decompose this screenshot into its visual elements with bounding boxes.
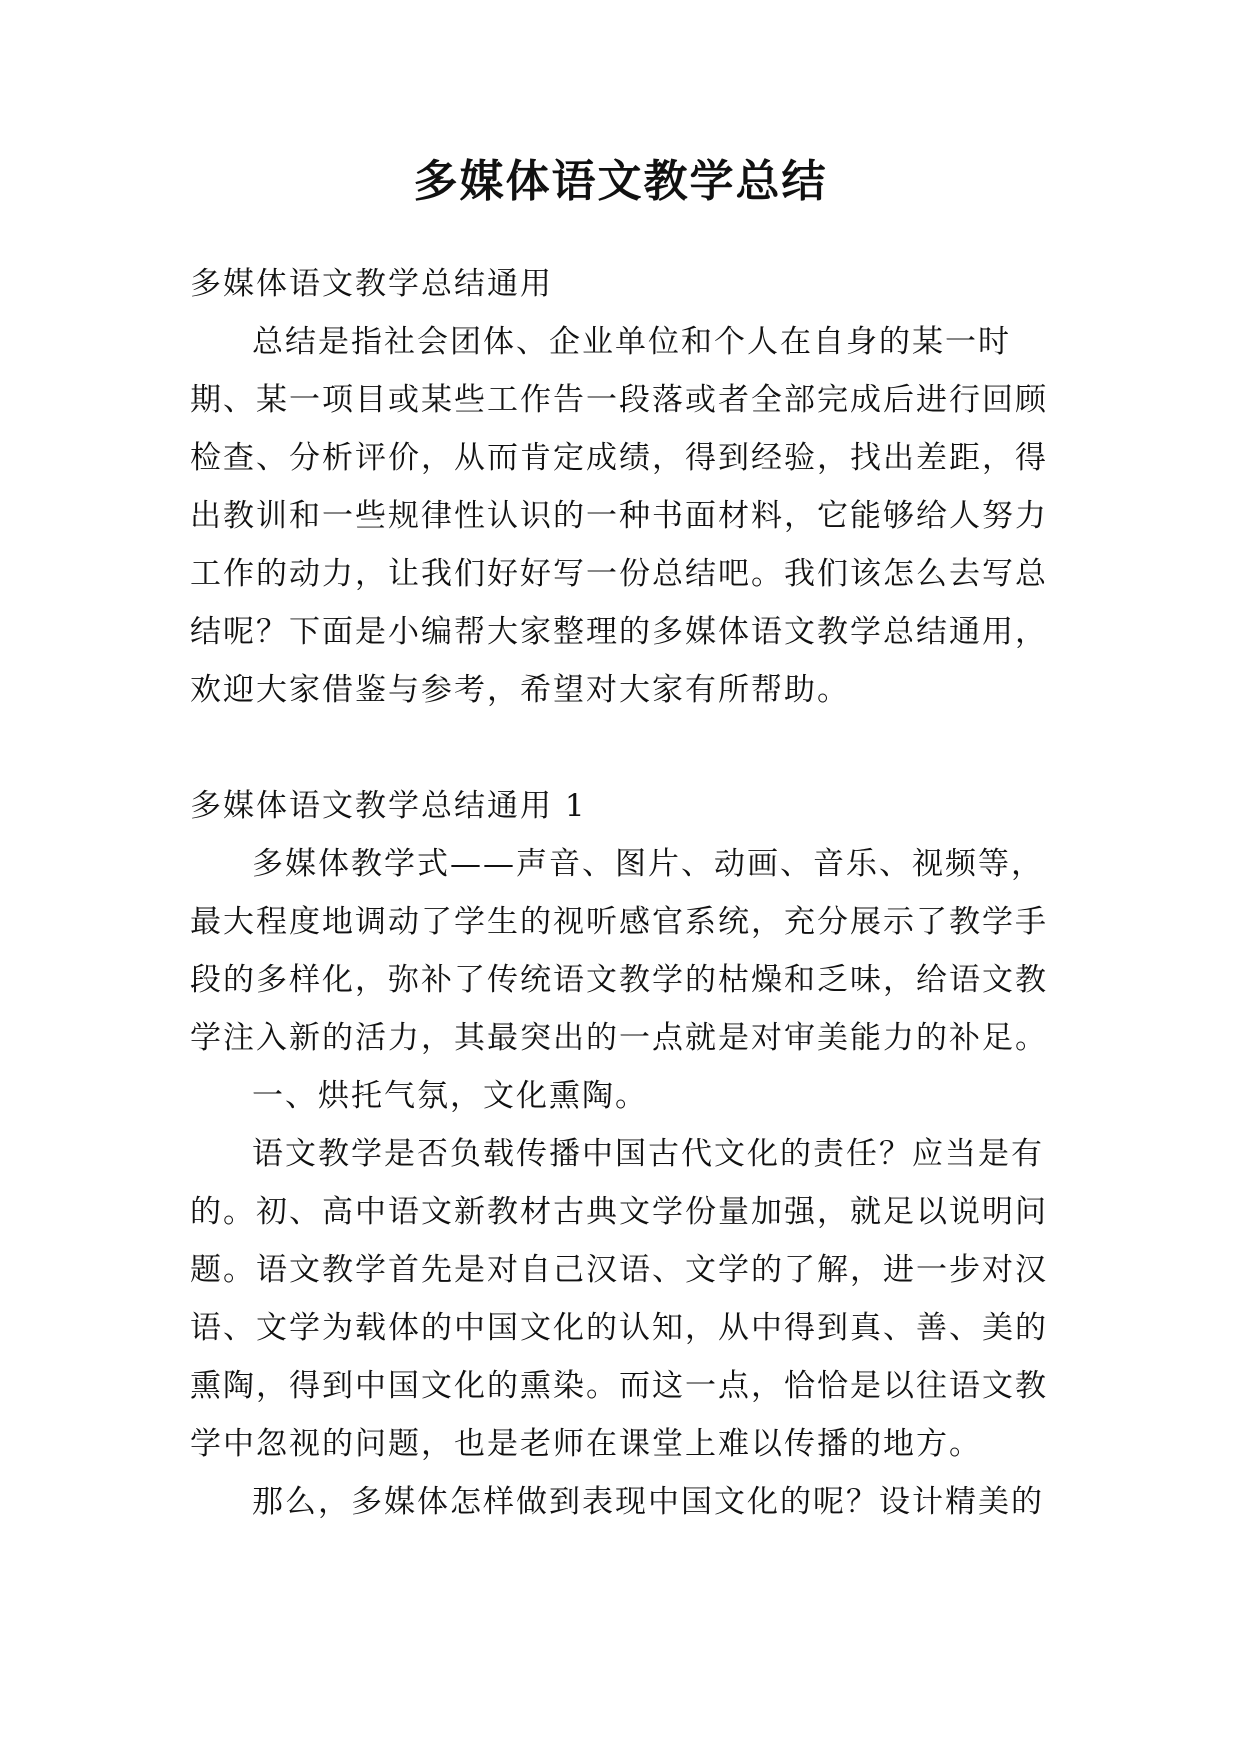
body-paragraph-3: 那么，多媒体怎样做到表现中国文化的呢？设计精美的 [252, 1484, 1044, 1520]
body-paragraph-1: 多媒体教学式——声音、图片、动画、音乐、视频等，最大程度地调动了学生的视听感官系统，充分展示了教学手段的多样化，弥补了传统语文教学的枯燥和乏味，给语文教学注入新的活力，其最突出的一点就是对审美能力的补足。 [190, 846, 1048, 1056]
document-title: 多媒体语文教学总结 [413, 156, 828, 207]
document-body [190, 255, 1070, 1531]
subtitle-heading: 多媒体语文教学总结通用 [190, 266, 553, 302]
section-heading-1: 多媒体语文教学总结通用 1 [190, 788, 587, 824]
subsection-heading-1: 一、烘托气氛，文化熏陶。 [252, 1078, 648, 1114]
section-spacer [190, 719, 1070, 777]
intro-paragraph: 总结是指社会团体、企业单位和个人在自身的某一时期、某一项目或某些工作告一段落或者全部完成后进行回顾检查、分析评价，从而肯定成绩，得到经验，找出差距，得出教训和一些规律性认识的一种书面材料，它能够给人努力工作的动力，让我们好好写一份总结吧。我们该怎么去写总结呢？下面是小编帮大家整理的多媒体语文教学总结通用，欢迎大家借鉴与参考，希望对大家有所帮助。 [190, 324, 1048, 708]
body-paragraph-2: 语文教学是否负载传播中国古代文化的责任？应当是有的。初、高中语文新教材古典文学份量加强，就足以说明问题。语文教学首先是对自己汉语、文学的了解，进一步对汉语、文学为载体的中国文化的认知，从中得到真、善、美的熏陶，得到中国文化的熏染。而这一点，恰恰是以往语文教学中忽视的问题，也是老师在课堂上难以传播的地方。 [190, 1136, 1048, 1462]
